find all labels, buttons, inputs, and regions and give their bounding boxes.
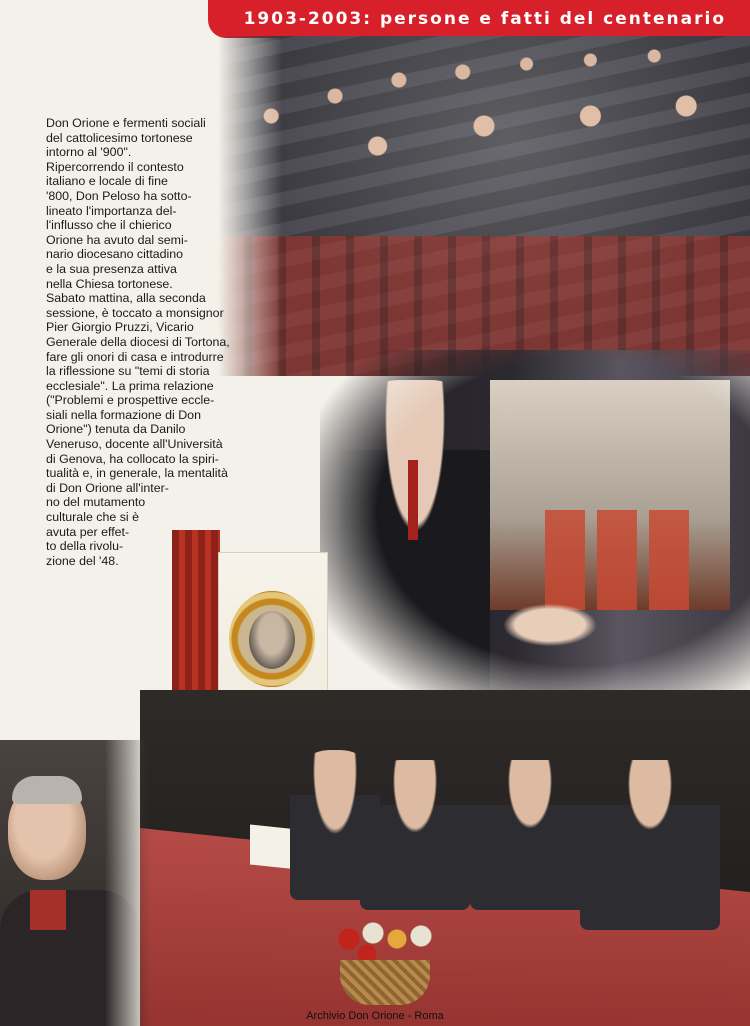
portrait-hair xyxy=(12,776,82,804)
panel-photo xyxy=(140,690,750,1026)
article-line: l'influsso che il chierico xyxy=(46,218,172,233)
red-chairs xyxy=(545,510,695,610)
flower-basket xyxy=(340,960,430,1005)
handshake-hands xyxy=(495,600,605,650)
article-line: lineato l'importanza del- xyxy=(46,203,177,218)
panelist-4 xyxy=(580,760,720,930)
article-line: del cattolicesimo tortonese xyxy=(46,130,193,145)
poster-portrait xyxy=(249,611,295,669)
article-line: sessione, è toccato a monsignor xyxy=(46,305,224,320)
portrait-shirt xyxy=(30,890,66,930)
archive-credit: Archivio Don Orione - Roma xyxy=(306,1010,444,1022)
article-line: di Genova, ha collocato la spiri- xyxy=(46,451,219,466)
article-line: Orione") tenuta da Danilo xyxy=(46,422,186,437)
article-line: nella Chiesa tortonese. xyxy=(46,276,173,291)
article-line: siali nella formazione di Don xyxy=(46,407,201,422)
article-line: '800, Don Peloso ha sotto- xyxy=(46,188,192,203)
panelist-3 xyxy=(470,760,590,910)
article-line: la riflessione su "temi di storia xyxy=(46,364,210,379)
article-line: ("Problemi e prospettive eccle- xyxy=(46,393,215,408)
article-line: intorno al '900". xyxy=(46,145,132,160)
portrait-body xyxy=(0,890,140,1026)
article-line: Orione ha avuto dal semi- xyxy=(46,232,188,247)
article-text xyxy=(46,116,230,568)
audience-photo xyxy=(218,36,750,376)
article-line: nario diocesano cittadino xyxy=(46,247,184,262)
article-line: Sabato mattina, alla seconda xyxy=(46,291,206,306)
article-line: no del mutamento xyxy=(46,495,146,510)
handshake-photo xyxy=(320,350,750,710)
audience-heads xyxy=(218,36,750,236)
article-line: to della rivolu- xyxy=(46,539,124,554)
article-line: culturale che si è xyxy=(46,510,139,525)
panelist-2 xyxy=(360,760,470,910)
article-line: Veneruso, docente all'Università xyxy=(46,437,223,452)
portrait-photo xyxy=(0,740,150,1026)
article-line: avuta per effet- xyxy=(46,524,130,539)
article-line: Pier Giorgio Pruzzi, Vicario xyxy=(46,320,194,335)
article-line: e la sua presenza attiva xyxy=(46,261,177,276)
article-line: Don Orione e fermenti sociali xyxy=(46,116,206,130)
article-line: tualità e, in generale, la mentalità xyxy=(46,466,228,481)
article-line: zione del '48. xyxy=(46,553,119,568)
article-line: italiano e locale di fine xyxy=(46,174,168,189)
article-line: Generale della diocesi di Tortona, xyxy=(46,334,230,349)
banner-title: 1903-2003: persone e fatti del centenario xyxy=(243,9,726,29)
article-line: di Don Orione all'inter- xyxy=(46,480,169,495)
article-line: Ripercorrendo il contesto xyxy=(46,159,184,174)
man-with-glasses xyxy=(340,380,490,700)
red-tie xyxy=(408,460,418,540)
article-line: fare gli onori di casa e introdurre xyxy=(46,349,224,364)
article-line: ecclesiale". La prima relazione xyxy=(46,378,214,393)
header-banner xyxy=(208,0,750,38)
